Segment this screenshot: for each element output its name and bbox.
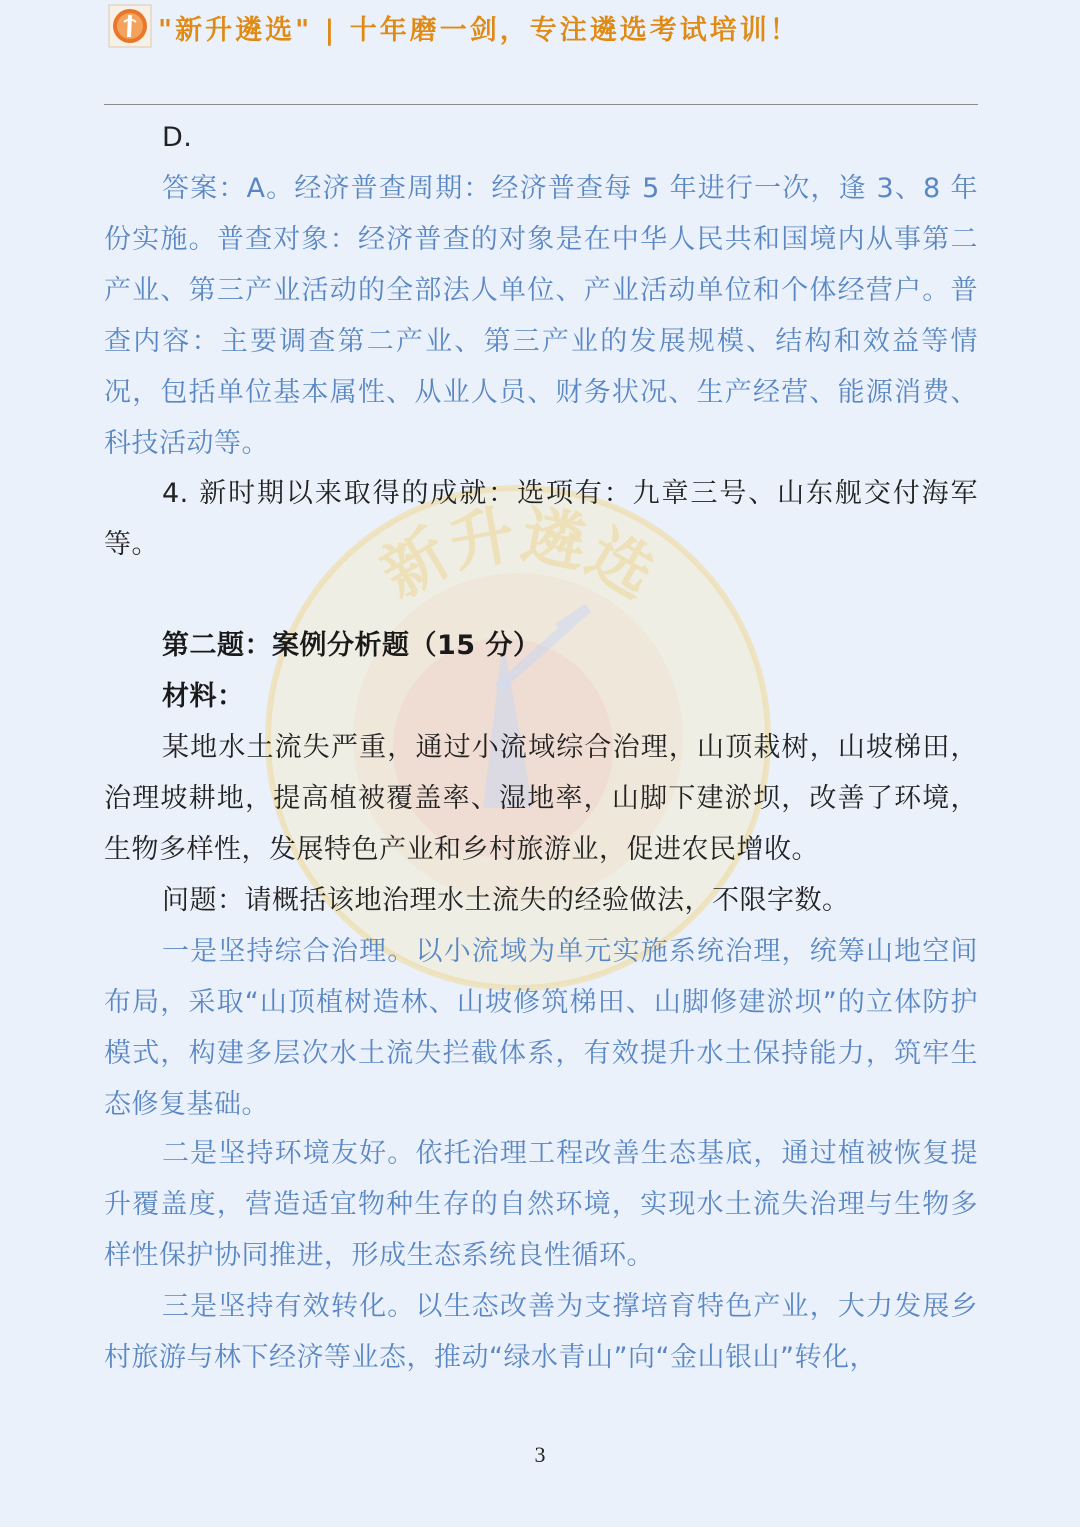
brand-logo-icon bbox=[108, 4, 152, 48]
material-label: 材料： bbox=[162, 681, 245, 712]
answer-point-3: 三是坚持有效转化。以生态改善为支撑培育特色产业，大力发展乡村旅游与林下经济等业态，推动“绿水青山”向“金山银山”转化， bbox=[104, 1291, 978, 1373]
page-header bbox=[104, 52, 978, 105]
answer-3-text: 答案：A。经济普查周期：经济普查每 5 年进行一次，逢 3、8 年份实施。普查对象：经济普查的对象是在中华人民共和国境内从事第二产业、第三产业活动的全部法人单位、产业活动单位和个体经营户。普查内容：主要调查第二产业、第三产业的发展规模、结构和效益等情况，包括单位基本属性、从业人员、财务状况、生产经营、能源消费、科技活动等。 bbox=[104, 173, 978, 459]
page-number: 3 bbox=[534, 1442, 546, 1467]
answer-point-2: 二是坚持环境友好。依托治理工程改善生态基底，通过植被恢复提升覆盖度，营造适宜物种生存的自然环境，实现水土流失治理与生物多样性保护协同推进，形成生态系统良性循环。 bbox=[104, 1138, 978, 1271]
header-slogan: "新升遴选" | 十年磨一剑，专注遴选考试培训！ bbox=[158, 15, 800, 46]
section-title: 第二题：案例分析题（15 分） bbox=[162, 630, 541, 661]
item-4-text: 4. 新时期以来取得的成就：选项有：九章三号、山东舰交付海军等。 bbox=[104, 478, 978, 560]
question-text: 问题：请概括该地治理水土流失的经验做法，不限字数。 bbox=[162, 885, 850, 916]
option-d: D. bbox=[162, 122, 193, 153]
material-text: 某地水土流失严重，通过小流域综合治理，山顶栽树，山坡梯田，治理坡耕地，提高植被覆盖率、湿地率，山脚下建淤坝，改善了环境，生物多样性，发展特色产业和乡村旅游业，促进农民增收。 bbox=[104, 732, 978, 865]
answer-point-1: 一是坚持综合治理。以小流域为单元实施系统治理，统筹山地空间布局，采取“山顶植树造林、山坡修筑梯田、山脚修建淤坝”的立体防护模式，构建多层次水土流失拦截体系，有效提升水土保持能力，筑牢生态修复基础。 bbox=[104, 936, 978, 1120]
watermark-text: 新升遴选 bbox=[368, 497, 668, 614]
